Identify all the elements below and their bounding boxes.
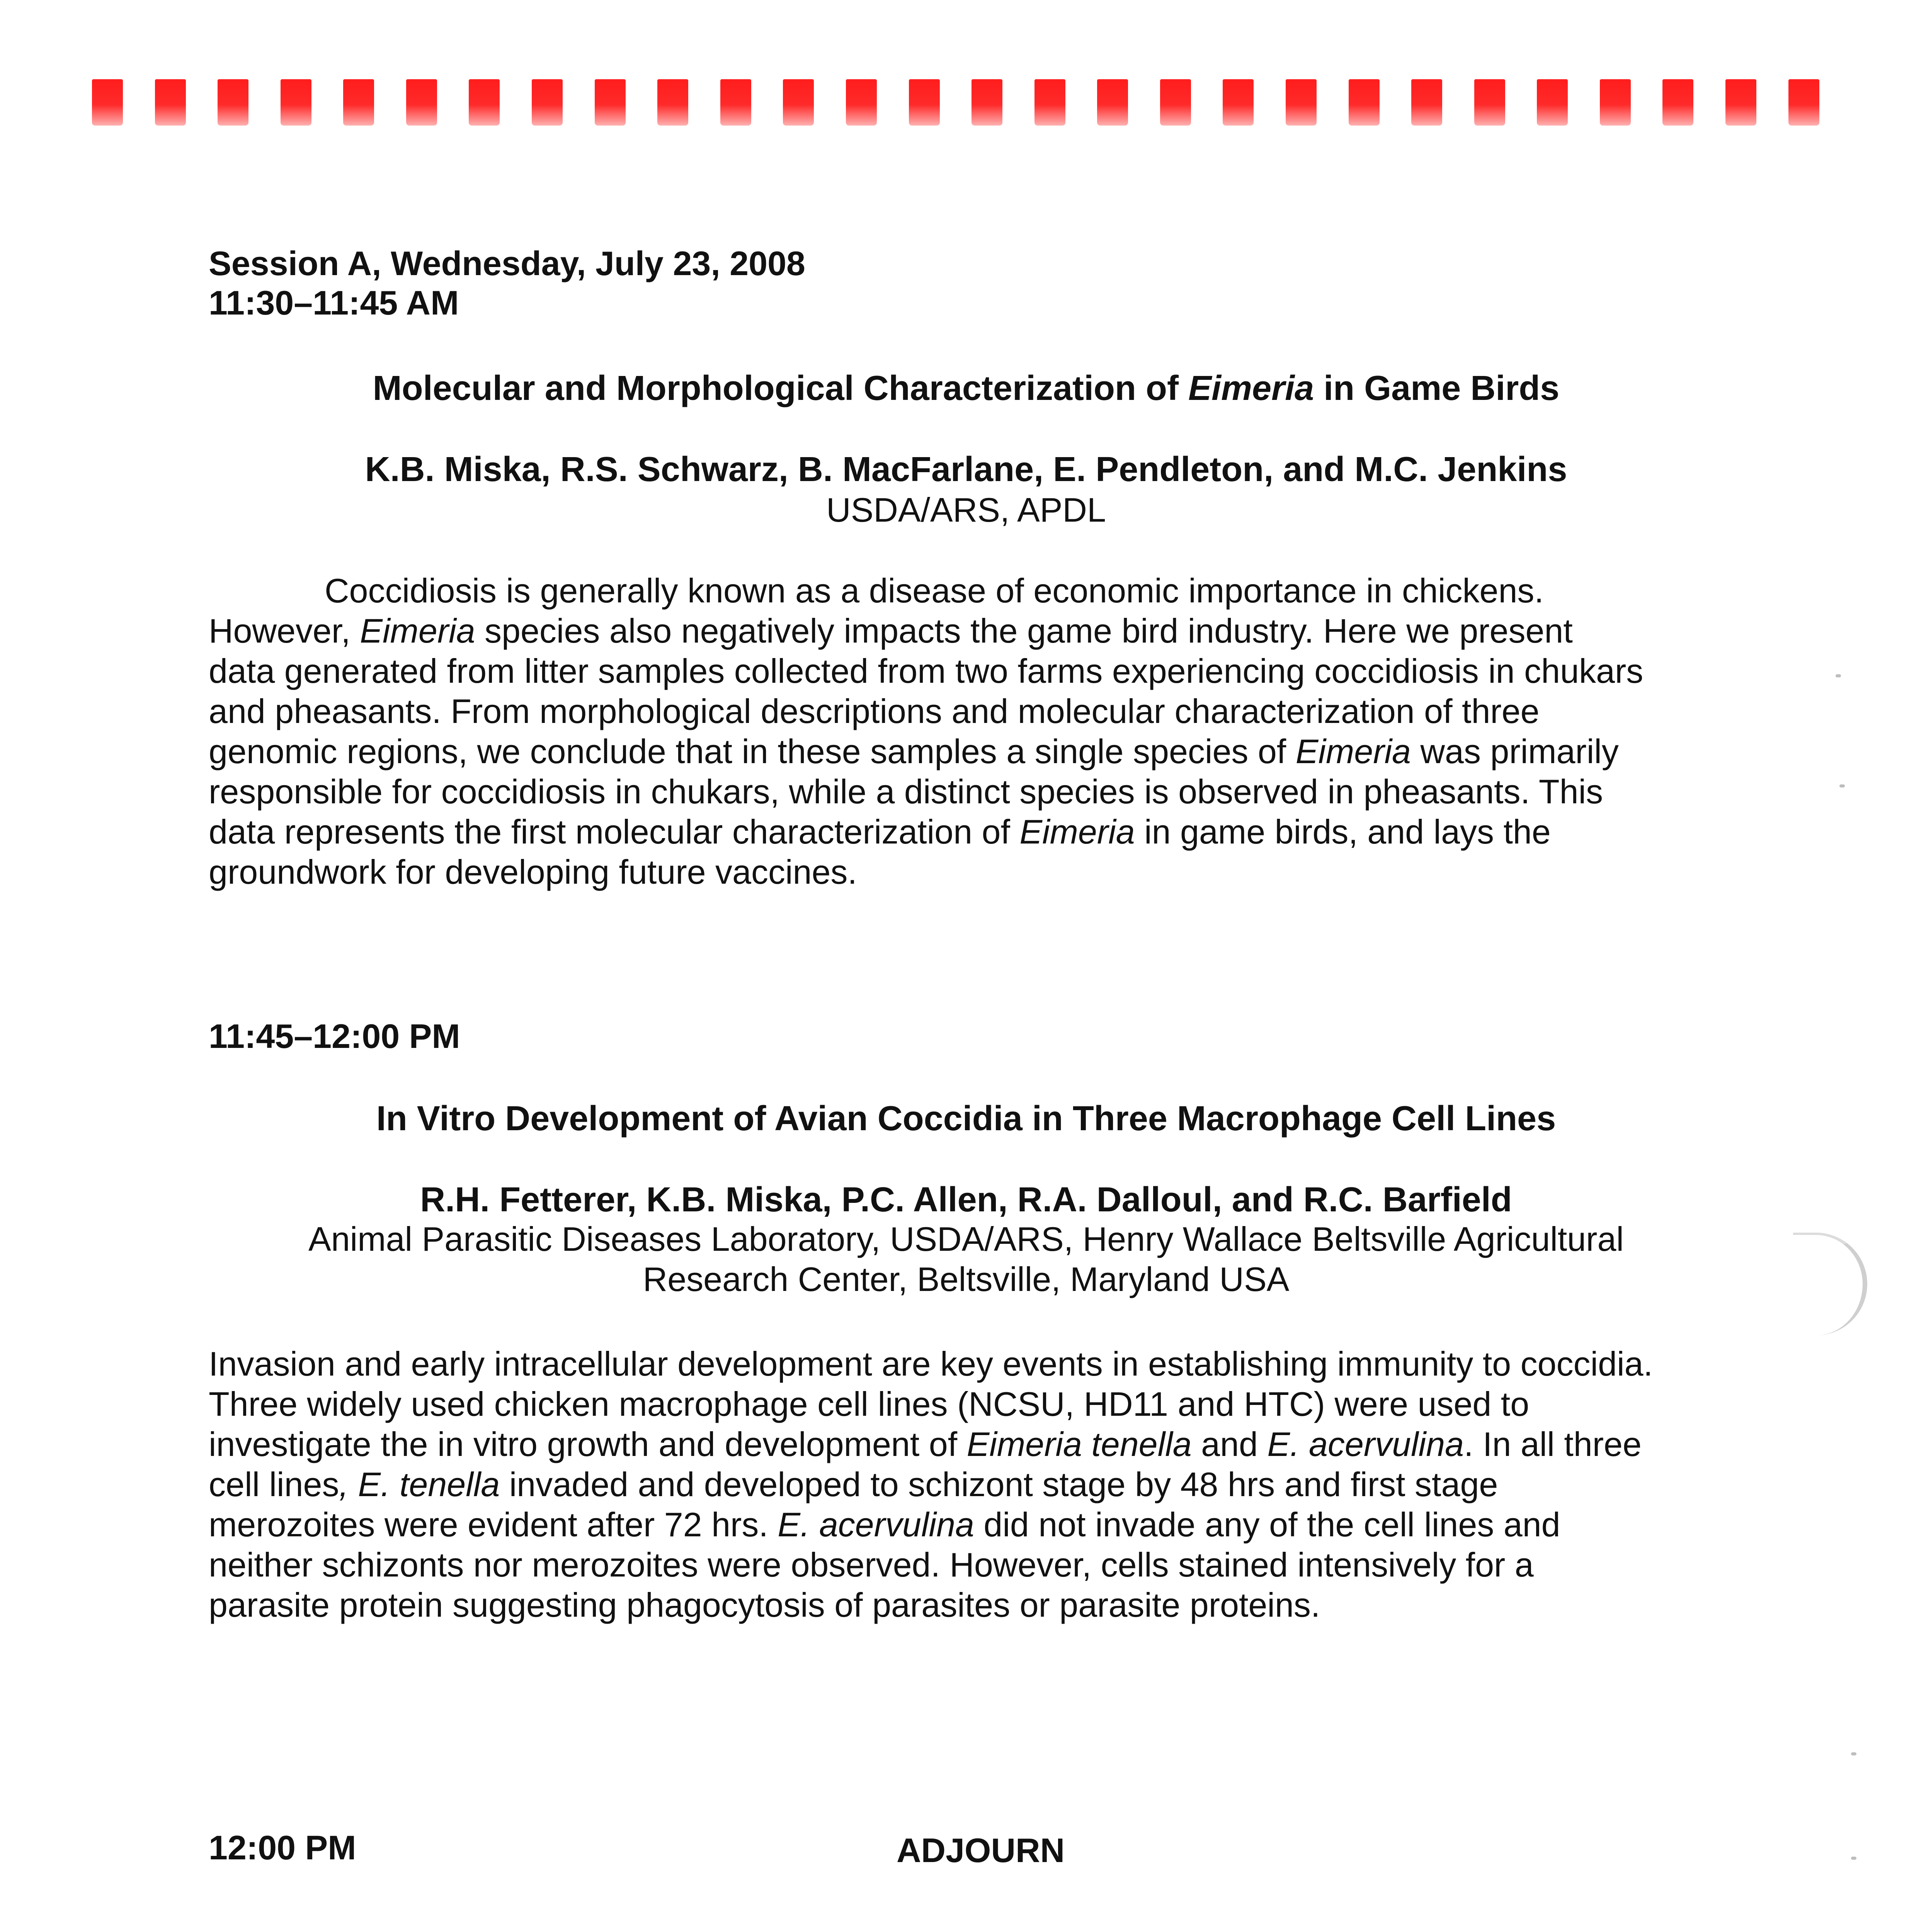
- talk1-title: Molecular and Morphological Characterization of Eimeria in Game Birds: [373, 369, 1560, 408]
- scan-speck: [1839, 784, 1845, 787]
- adjourn-label: ADJOURN: [897, 1831, 1065, 1869]
- scan-speck: [1851, 1752, 1856, 1755]
- talk2-abstract: Invasion and early intracellular development are key events in establishing immunity to coccidia. Three widely used chicken macrophage cell lines (NCSU, HD11 and HTC) were used to investigate the in vitro growth and development of Eimeria tenella and E. acervulina. In all three cell lines, E. tenella invaded and developed to schizont stage by 48 hrs and first stage merozoites were evident after 72 hrs. E. acervulina did not invade any of the cell lines and neither schizonts nor merozoites were observed. However, cells stained intensively for a parasite protein suggesting phagocytosis of parasites or parasite proteins.: [209, 1345, 1653, 1624]
- talk2-affiliation-line1: Animal Parasitic Diseases Laboratory, USDA/ARS, Henry Wallace Beltsville Agricultural: [308, 1220, 1624, 1258]
- talk2-authors: R.H. Fetterer, K.B. Miska, P.C. Allen, R.A. Dalloul, and R.C. Barfield: [420, 1180, 1512, 1219]
- scan-speck: [1851, 1857, 1856, 1860]
- adjourn-time: 12:00 PM: [209, 1828, 356, 1867]
- talk2-affiliation: [193, 1219, 1739, 1299]
- talk1-abstract: Coccidiosis is generally known as a disease of economic importance in chickens. However, Eimeria species also negatively impacts the game bird industry. Here we present data generated from litter samples collected from two farms experiencing coccidiosis in chukars and pheasants. From morphological descriptions and molecular characterization of three genomic regions, we conclude that in these samples a single species of Eimeria was primarily responsible for coccidiosis in chukars, while a distinct species is observed in pheasants. This data represents the first molecular characterization of Eimeria in game birds, and lays the groundwork for developing future vaccines.: [209, 571, 1644, 891]
- talk1-authors: K.B. Miska, R.S. Schwarz, B. MacFarlane, E. Pendleton, and M.C. Jenkins: [365, 450, 1567, 489]
- talk2-affiliation-line2: Research Center, Beltsville, Maryland USA: [643, 1260, 1290, 1298]
- talk1-affiliation: USDA/ARS, APDL: [826, 491, 1106, 529]
- scan-speck: [1836, 674, 1841, 677]
- red-binder-strip: [92, 79, 1819, 126]
- talk1-time: 11:30–11:45 AM: [209, 284, 459, 322]
- punch-hole-mark: [1793, 1233, 1867, 1335]
- talk2-title: In Vitro Development of Avian Coccidia in Three Macrophage Cell Lines: [376, 1099, 1556, 1138]
- talk2-time: 11:45–12:00 PM: [209, 1017, 460, 1055]
- session-heading: Session A, Wednesday, July 23, 2008: [209, 244, 805, 282]
